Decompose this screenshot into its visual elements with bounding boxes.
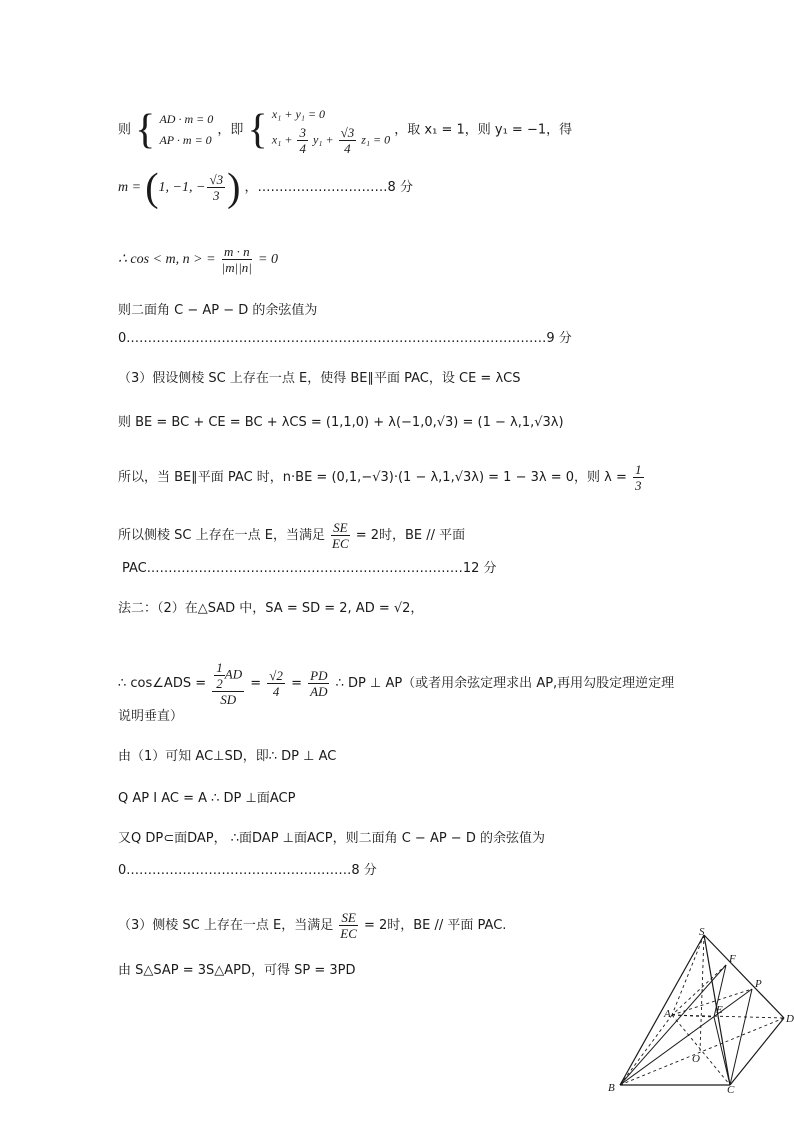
solution-line-2: m = (1, −1, − $\frac{√3}{3}$ ) ，…………………………8 分 (118, 164, 413, 210)
label-D: D (786, 1013, 794, 1025)
fraction-half-ad-over-sd: $\frac{1}{2}$ AD SD (212, 660, 244, 707)
label-E: E (716, 1004, 723, 1016)
solution-line-16: 又Q DP⊂面DAP， ∴面DAP ⊥面ACP，则二面角 C − AP − D 的余弦值为 (118, 831, 545, 846)
label-S: S (699, 926, 705, 938)
solution-line-6: （3）假设侧棱 SC 上存在一点 E，使得 BE∥平面 PAC，设 CE = λCS (118, 371, 521, 386)
line-1-prefix: 则 (118, 122, 132, 138)
label-A: A (664, 1008, 671, 1020)
left-brace: { (135, 107, 156, 153)
solution-line-3: ∴ cos < m, n > = $\frac{m \cdot n}{|m||n|}$ = 0 (118, 244, 278, 275)
solution-line-8: 所以，当 BE∥平面 PAC 时，n·BE = (0,1,−√3)·(1 − λ,1,√3λ) = 1 − 3λ = 0，则 λ = $\frac{1}{3}$ (118, 462, 642, 493)
solution-line-12: ∴ cos∠ADS = $\frac{1}{2}$ AD SD = $\frac{√2}{4}$ = $\frac{PD}{AD}$ ∴ DP ⊥ AP（或者用余弦定理求出 AP,再用勾股定理逆定理 (118, 660, 675, 707)
equation-ad-m: AD · m = 0 (159, 112, 214, 126)
solution-line-18: （3）侧棱 SC 上存在一点 E，当满足 $\frac{SE}{EC}$ = 2时，BE // 平面 PAC. (118, 910, 507, 941)
solution-line-7: 则 BE = BC + CE = BC + λCS = (1,1,0) + λ(−1,0,√3) = (1 − λ,1,√3λ) (118, 415, 564, 430)
solution-line-10: PAC.………………………………………………………………12 分 (122, 561, 497, 576)
fraction-se-ec-2: $\frac{SE}{EC}$ (340, 910, 357, 941)
coordinate-equation-stack (272, 104, 390, 156)
solution-line-11: 法二：（2）在△SAD 中，SA = SD = 2, AD = √2， (118, 601, 424, 616)
solution-line-17: 0.……………………………………………8 分 (118, 863, 377, 878)
equation-x1-y1: x₁ + y₁ = 0 (271, 107, 326, 121)
m-vector-components: 1, −1, − (158, 180, 206, 195)
label-C: C (727, 1084, 735, 1095)
fraction-one-third: $\frac{1}{3}$ (635, 462, 642, 493)
solution-line-1 (118, 104, 572, 156)
solution-line-13: 说明垂直） (118, 709, 184, 724)
equation-ap-m: AP · m = 0 (159, 133, 212, 147)
solution-line-5: 0.……………………………………………………………………………………9 分 (118, 331, 572, 346)
solution-line-4: 则二面角 C − AP − D 的余弦值为 (118, 303, 318, 318)
line-1-mid: ，即 (217, 122, 244, 138)
score-8-a: ，…………………………8 分 (244, 180, 413, 195)
label-O: O (692, 1053, 700, 1065)
fraction-three-quarters: $\frac{3}{4}$ (299, 125, 306, 156)
fraction-se-ec: $\frac{SE}{EC}$ (332, 520, 349, 551)
m-vector-label: m = (118, 180, 142, 195)
line-1-suffix: ，取 x₁ = 1，则 y₁ = −1，得 (394, 122, 573, 138)
vector-equation-stack (159, 109, 213, 151)
fraction-pd-ad: $\frac{PD}{AD}$ (310, 668, 328, 699)
equation-x1-y1-z1: x₁ + $\frac{3}{4}$ y₁ + $\frac{√3}{4}$ z₁ = 0 (271, 125, 391, 156)
label-F: F (729, 953, 736, 965)
label-B: B (608, 1082, 615, 1094)
solution-line-9: 所以侧棱 SC 上存在一点 E，当满足 $\frac{SE}{EC}$ = 2时，BE // 平面 (118, 520, 466, 551)
fraction-root2-4: $\frac{√2}{4}$ (269, 668, 283, 699)
left-brace-2: { (247, 107, 268, 153)
fraction-root3-third: $\frac{√3}{3}$ (209, 172, 224, 203)
fraction-root3-quarter: $\frac{√3}{4}$ (340, 125, 355, 156)
label-P: P (755, 978, 762, 990)
solution-line-15: Q AP I AC = A ∴ DP ⊥面ACP (118, 791, 296, 806)
solution-line-19: 由 S△SAP = 3S△APD，可得 SP = 3PD (118, 963, 356, 978)
solution-line-14: 由（1）可知 AC⊥SD，即∴ DP ⊥ AC (118, 749, 337, 764)
pyramid-figure (600, 925, 794, 1095)
fraction-cos-mn: $\frac{m \cdot n}{|m||n|}$ (221, 244, 252, 275)
